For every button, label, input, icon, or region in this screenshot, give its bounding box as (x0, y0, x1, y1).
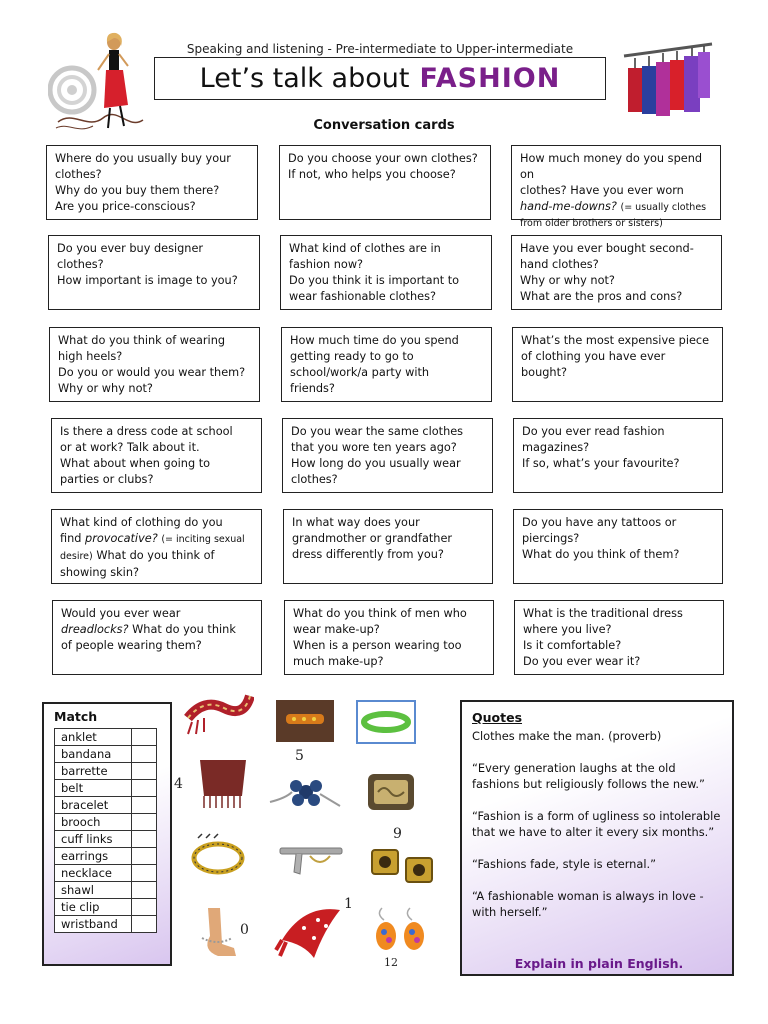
term: provocative? (85, 532, 158, 545)
conversation-card-18 (514, 600, 724, 675)
card-line: parties or clubs? (60, 473, 154, 486)
card-line: showing skin? (60, 566, 139, 579)
conversation-card-6 (511, 235, 722, 310)
wristband-picture (356, 700, 416, 744)
card-line: Do you ever wear it? (523, 655, 641, 668)
card-line: that you wore ten years ago? (291, 441, 457, 454)
match-row (55, 831, 157, 848)
match-word: cuff links (55, 831, 132, 848)
match-word: necklace (55, 865, 132, 882)
match-row (55, 780, 157, 797)
card-line: much make-up? (293, 655, 384, 668)
card-line: wear make-up? (293, 623, 380, 636)
card-line: In what way does your (292, 516, 420, 529)
card-line: high heels? (58, 350, 123, 363)
match-row (55, 916, 157, 933)
picture-number: 1 (344, 896, 353, 912)
match-word: barrette (55, 763, 132, 780)
card-line: clothes? (57, 258, 104, 271)
belt-picture (362, 770, 420, 814)
match-row (55, 729, 157, 746)
card-line: friends? (290, 382, 335, 395)
barrette-picture (276, 700, 334, 742)
quotes-title: Quotes (472, 710, 523, 725)
card-line: Why or why not? (520, 274, 615, 287)
card-line: of clothing you have ever (521, 350, 666, 363)
quotes-box (460, 700, 734, 976)
earrings-picture (370, 904, 430, 962)
card-line: getting ready to go to (290, 350, 414, 363)
bracelet-picture (188, 832, 248, 880)
quote: “Fashions fade, style is eternal.” (472, 857, 657, 871)
quote: “Fashion is a form of ugliness so intolerable that we have to alter it every six months.” (472, 809, 721, 839)
card-line: Why or why not? (58, 382, 153, 395)
picture-number: 0 (240, 922, 249, 938)
card-line: Have you ever bought second- (520, 242, 694, 255)
card-line: What do you think of wearing (58, 334, 226, 347)
card-line: hand clothes? (520, 258, 599, 271)
match-title: Match (54, 709, 98, 724)
term-note: (= usually clothes (620, 202, 707, 213)
conversation-card-1 (46, 145, 258, 220)
quotes-instruction: Explain in plain English. (514, 956, 684, 971)
match-answer-cell[interactable] (132, 882, 157, 899)
card-line: Do you ever buy designer (57, 242, 204, 255)
card-text: What do you think of (96, 549, 215, 562)
conversation-card-8 (281, 327, 492, 402)
card-line: of people wearing them? (61, 639, 202, 652)
card-line: fashion now? (289, 258, 364, 271)
match-row (55, 848, 157, 865)
card-line: clothes? (55, 168, 102, 181)
match-word: bandana (55, 746, 132, 763)
conversation-card-7 (49, 327, 260, 402)
conversation-card-3 (511, 145, 721, 229)
card-line: How important is image to you? (57, 274, 238, 287)
bandana-picture (274, 900, 348, 962)
picture-number: 12 (384, 956, 398, 969)
anklet-picture (192, 906, 244, 962)
cuff-links-picture (368, 846, 436, 886)
quote: “Every generation laughs at the old fashions but religiously follows the new.” (472, 761, 705, 791)
clothes-rack-illustration (620, 38, 716, 128)
card-line: dress differently from you? (292, 548, 444, 561)
card-line: Where do you usually buy your (55, 152, 231, 165)
card-text: find (60, 532, 82, 545)
card-line (60, 548, 253, 565)
card-line: Do you choose your own clothes? (288, 152, 478, 165)
quote: Clothes make the man. (proverb) (472, 729, 662, 743)
picture-number: 4 (174, 776, 183, 792)
card-line: or at work? Talk about it. (60, 441, 200, 454)
match-answer-cell[interactable] (132, 899, 157, 916)
cards-heading: Conversation cards (313, 118, 455, 133)
match-row (55, 763, 157, 780)
card-line: grandmother or grandfather (292, 532, 453, 545)
match-answer-cell[interactable] (132, 831, 157, 848)
card-line: What’s the most expensive piece (521, 334, 710, 347)
card-line: clothes? (291, 473, 338, 486)
card-line: Why do you buy them there? (55, 184, 220, 197)
match-table (54, 728, 157, 933)
card-line: piercings? (522, 532, 580, 545)
card-line: Is there a dress code at school (60, 425, 233, 438)
match-answer-cell[interactable] (132, 729, 157, 746)
picture-number: 5 (295, 748, 304, 764)
card-line (520, 199, 712, 216)
card-line: If not, who helps you choose? (288, 168, 456, 181)
shawl-picture (194, 756, 252, 810)
conversation-card-15 (513, 509, 723, 584)
match-answer-cell[interactable] (132, 797, 157, 814)
page-title (154, 57, 606, 100)
card-line: Do you have any tattoos or (522, 516, 677, 529)
match-word: belt (55, 780, 132, 797)
brooch-picture (266, 772, 344, 818)
conversation-card-4 (48, 235, 260, 310)
card-line: Do you think it is important to (289, 274, 460, 287)
card-line: When is a person wearing too (293, 639, 462, 652)
card-line: wear fashionable clothes? (289, 290, 436, 303)
title-main: Let’s talk about (199, 63, 410, 94)
match-answer-cell[interactable] (132, 763, 157, 780)
conversation-card-12 (513, 418, 723, 493)
match-word: earrings (55, 848, 132, 865)
card-line: What kind of clothes are in (289, 242, 441, 255)
card-line: Do you or would you wear them? (58, 366, 246, 379)
match-row (55, 899, 157, 916)
term-note: desire) (60, 551, 93, 562)
conversation-card-13 (51, 509, 262, 584)
match-answer-cell[interactable] (132, 780, 157, 797)
conversation-card-2 (279, 145, 491, 220)
conversation-card-5 (280, 235, 492, 310)
conversation-card-10 (51, 418, 262, 493)
match-row (55, 882, 157, 899)
term: hand-me-downs? (520, 200, 617, 213)
conversation-card-16 (52, 600, 262, 675)
card-line: What kind of clothing do you (60, 516, 223, 529)
card-line: If so, what’s your favourite? (522, 457, 680, 470)
title-accent: FASHION (419, 63, 561, 94)
match-word: wristband (55, 916, 132, 933)
card-line: What is the traditional dress (523, 607, 683, 620)
match-answer-cell[interactable] (132, 746, 157, 763)
match-word: bracelet (55, 797, 132, 814)
card-line: where you live? (523, 623, 612, 636)
quote: “A fashionable woman is always in love - with herself.” (472, 889, 704, 919)
match-word: tie clip (55, 899, 132, 916)
picture-number: 9 (393, 826, 402, 842)
conversation-card-17 (284, 600, 494, 675)
match-word: anklet (55, 729, 132, 746)
card-line: What are the pros and cons? (520, 290, 683, 303)
card-line: What do you think of men who (293, 607, 467, 620)
card-line: magazines? (522, 441, 590, 454)
card-line: from older brothers or sisters) (520, 218, 663, 229)
card-line: How much time do you spend (290, 334, 459, 347)
card-line: How long do you usually wear (291, 457, 461, 470)
card-line: Do you wear the same clothes (291, 425, 464, 438)
conversation-card-9 (512, 327, 723, 402)
match-answer-cell[interactable] (132, 814, 157, 831)
match-answer-cell[interactable] (132, 848, 157, 865)
card-line: clothes? Have you ever worn (520, 184, 684, 197)
card-line: Is it comfortable? (523, 639, 622, 652)
scarf-picture (184, 688, 254, 736)
match-word: brooch (55, 814, 132, 831)
match-word: shawl (55, 882, 132, 899)
card-line (61, 622, 253, 638)
match-box (42, 702, 172, 966)
tie-clip-picture (276, 838, 346, 878)
card-line: Are you price-conscious? (55, 200, 196, 213)
match-row (55, 797, 157, 814)
card-line: What do you think of them? (522, 548, 680, 561)
conversation-card-14 (283, 509, 493, 584)
card-line (60, 531, 253, 548)
match-answer-cell[interactable] (132, 865, 157, 882)
page-subtitle: Speaking and listening - Pre-intermediate to Upper-intermediate (186, 42, 574, 56)
card-line: bought? (521, 366, 567, 379)
match-answer-cell[interactable] (132, 916, 157, 933)
card-line: What about when going to (60, 457, 211, 470)
match-row (55, 865, 157, 882)
term-note: (= inciting sexual (161, 534, 245, 545)
match-row (55, 746, 157, 763)
card-text: What do you think (132, 623, 236, 636)
card-line: How much money do you spend on (520, 152, 703, 181)
card-line: Would you ever wear (61, 607, 181, 620)
term: dreadlocks? (61, 623, 129, 636)
card-line: Do you ever read fashion (522, 425, 665, 438)
card-line: school/work/a party with (290, 366, 430, 379)
conversation-card-11 (282, 418, 493, 493)
match-row (55, 814, 157, 831)
